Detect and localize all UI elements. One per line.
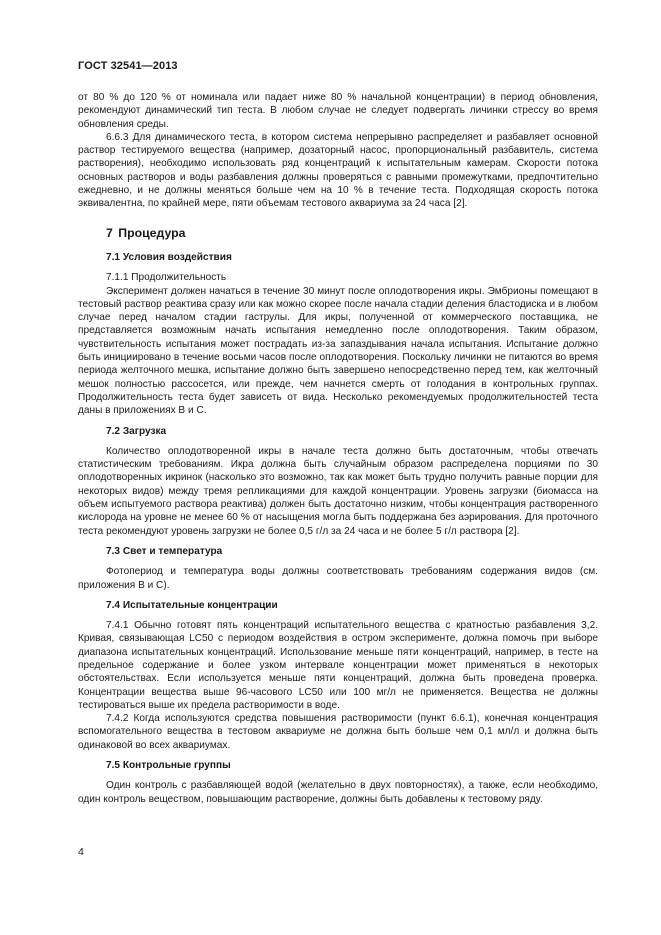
subsection-heading-7-4: 7.4 Испытательные концентрации <box>106 599 278 611</box>
paragraph-intro: от 80 % до 120 % от номинала или падает ниже 80 % начальной концентрации) в период обновления, рекомендуют динамический тип теста. В любом случае не следует подвергать личинки стрессу во время обновления среды. <box>78 92 598 130</box>
paragraph-7-4-2: 7.4.2 Когда используются средства повышения растворимости (пункт 6.6.1), конечная концентрация вспомогательного вещества в тестовом аквариуме не должна быть больше чем 0,1 мл/л и должна быть одинаковой во всех аквариумах. <box>78 713 598 751</box>
clause-heading-7-1-1: 7.1.1 Продолжительность <box>106 272 227 284</box>
subsection-heading-7-1: 7.1 Условия воздействия <box>106 251 232 263</box>
subsection-heading-7-5: 7.5 Контрольные группы <box>106 760 231 772</box>
section-heading-7: 7 Процедура <box>106 225 186 240</box>
paragraph-7-3: Фотопериод и температура воды должны соответствовать требованиям содержания видов (см. приложения В и С). <box>78 566 598 591</box>
paragraph-6-6-3: 6.6.3 Для динамического теста, в котором система непрерывно распределяет и разбавляет основной раствор тестируемого вещества (например, дозаторный насос, пропорциональный разбавитель, система растворения), необходимо использовать ряд концентраций к испытательным камерам. Скорости потока основных растворов и воды разбавления должны проверяться с равными промежутками, предпочтительно ежедневно, и не должны меняться больше чем на 10 % в течение теста. Подходящая скорость потока эквивалентна, по крайней мере, пяти объемам тестового аквариума за 24 часа [2]. <box>78 131 598 210</box>
document-body <box>78 91 598 806</box>
document-header: ГОСТ 32541—2013 <box>78 60 178 72</box>
subsection-heading-7-2: 7.2 Загрузка <box>106 425 167 437</box>
paragraph-7-4-1: 7.4.1 Обычно готовят пять концентраций испытательного вещества с кратностью разбавления 3,2. Кривая, связывающая LC50 с периодом воздействия в остром эксперименте, должна помочь при выборе диапазона испытательных концентраций. Использование меньше пяти концентраций, например, в тесте на предельное содержание и более узком интервале концентрации может применяться в некоторых обстоятельствах. Если используется меньше пяти концентраций, должна быть проведена проверка. Концентрации вещества выше 96-часового LC50 или 100 мг/л не применяется. Вещества не должны тестироваться выше их предела растворимости в воде. <box>78 620 598 711</box>
paragraph-7-2: Количество оплодотворенной икры в начале теста должно быть достаточным, чтобы отвечать статистическим требованиям. Икра должна быть случайным образом распределена порциями по 30 оплодотворенных икринок (насколько это возможно, так как может быть трудно получить равные порции для некоторых видов) между тремя репликациями для каждой концентрации. Уровень загрузки (биомасса на объем испытуемого раствора реактива) должен быть достаточно низким, чтобы концентрация растворенного кислорода на уровне не менее 60 % от насыщения могла быть поддержана без аэрирования. Для проточного теста рекомендуют уровень загрузки не более 0,5 г/л за 24 часа и не более 5 г/л раствора [2]. <box>78 445 598 537</box>
paragraph-7-5: Один контроль с разбавляющей водой (желательно в двух повторностях), а также, если необходимо, один контроль веществом, повышающим растворение, должны быть добавлены к тестовому ряду. <box>78 780 598 805</box>
subsection-heading-7-3: 7.3 Свет и температура <box>106 545 223 557</box>
paragraph-7-1-1: Эксперимент должен начаться в течение 30 минут после оплодотворения икры. Эмбрионы помещают в тестовый раствор реактива сразу или как можно скорее после начала стадии деления бластодиска и в любом случае перед началом стадии гаструлы. Для икры, полученной от коммерческого поставщика, не представляется возможным начать испытания немедленно после оплодотворения. Таким образом, чувствительность испытания может пострадать из-за запаздывания начала испытания. Испытание должно быть инициировано в течение восьми часов после оплодотворения. Поскольку личинки не питаются во время периода желточного мешка, испытание должно быть завершено непосредственно перед тем, как желточный мешок полностью рассосется, или прежде, чем начнется смерть от голодания в контрольных группах. Продолжительность теста будет зависеть от вида. Несколько рекомендуемых продолжительностей теста даны в приложениях В и С. <box>78 285 598 417</box>
page-number: 4 <box>78 846 84 858</box>
